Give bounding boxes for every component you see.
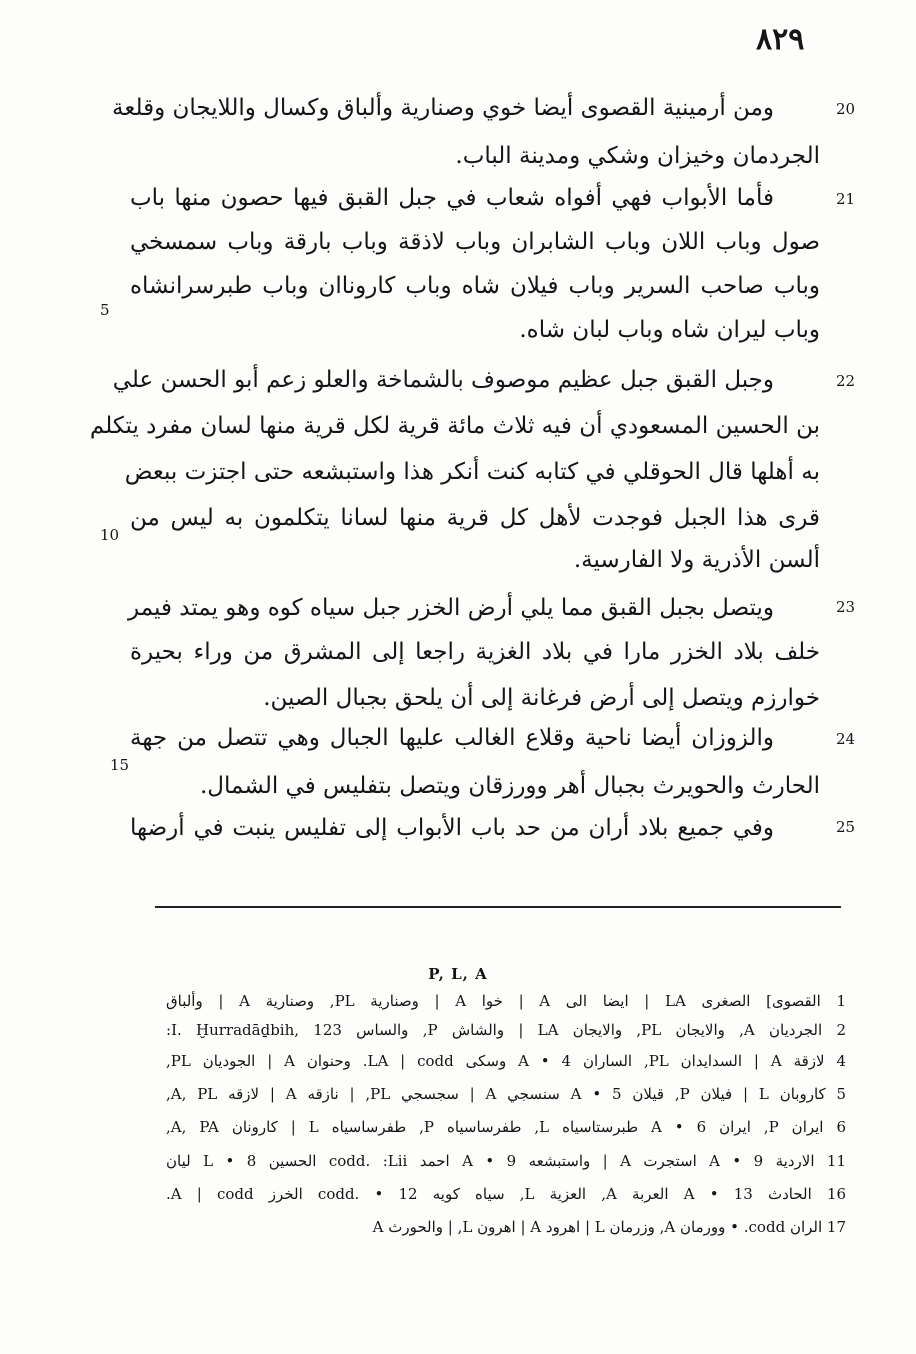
text-line: الجردمان وخيزان وشكي ومدينة الباب.: [455, 143, 820, 169]
apparatus-line: 11 الاردية A • 9 استجرت A | واستبشعه A • 9 احمد codd. :Lii الحسين L • 8 ليان: [166, 1152, 846, 1170]
paragraph-number: 25: [836, 818, 856, 836]
apparatus-line: 17 الران codd. • وورمان A, وزرمان L | اهرود A | اهرون L, | والحورث A: [372, 1218, 846, 1236]
margin-line-number: 15: [110, 756, 130, 774]
page-number: ٨٢٩: [756, 22, 805, 57]
apparatus-line: 5 كاروبان L | فيلان P, قيلان A • 5 سنسجي A | سجسجي PL, | نازقه A | لازقه A, PL,: [166, 1085, 847, 1103]
text-line: وباب صاحب السرير وباب فيلان شاه وباب كاروناان وباب طبرسرانشاه: [130, 273, 820, 299]
text-line: وجبل القبق جبل عظيم موصوف بالشماخة والعلو زعم أبو الحسن علي: [112, 367, 774, 393]
text-line: بن الحسين المسعودي أن فيه ثلاث مائة قرية لكل قرية منها لسان مفرد يتكلم: [89, 413, 820, 439]
footnote-separator: [155, 906, 841, 908]
text-line: الحارث والحويرث بجبال أهر وورزقان ويتصل بتفليس في الشمال.: [200, 773, 820, 799]
text-line: فأما الأبواب فهي أفواه شعاب في جبل القبق فيها حصون منها باب: [130, 185, 774, 211]
text-line: به أهلها قال الحوقلي في كتابه كنت أنكر هذا واستبشعه حتى اجتزت ببعض: [124, 459, 820, 485]
apparatus-line: 4 لازقة A | السدايدان PL, الساران A • 4 وسكى LA | codd. وحنوان A | الجوديان PL,: [166, 1052, 847, 1070]
paragraph-number: 20: [836, 100, 856, 118]
text-line: وباب ليران شاه وباب لبان شاه.: [519, 317, 820, 343]
paragraph-number: 21: [836, 190, 856, 208]
apparatus-line: 2 الجرديان A, والايجان PL, والايجان LA | والشاش P, والساس I. Ḫurradāḏbih, 123:: [166, 1021, 846, 1039]
margin-line-number: 5: [100, 301, 110, 319]
text-line: قرى هذا الجبل فوجدت لأهل كل قرية منها لسانا يتكلمون به ليس من: [130, 505, 820, 531]
paragraph-number: 23: [836, 598, 856, 616]
text-line: ومن أرمينية القصوى أيضا خوي وصنارية وألباق وكسال واللايجان وقلعة: [112, 95, 774, 121]
paragraph-number: 24: [836, 730, 856, 748]
text-line: وفي جميع بلاد أران من حد باب الأبواب إلى تفليس ينبت في أرضها: [130, 815, 774, 841]
text-line: خلف بلاد الخزر مارا في بلاد الغزية راجعا إلى المشرق من وراء بحيرة: [130, 639, 820, 665]
apparatus-line: 6 ايران P, ايران A • 6 طبرستاسياه L, طفرساسياه P, طفرساسياه L | كارونان A, PA,: [166, 1118, 846, 1136]
text-line: صول وباب اللان وباب الشابران وباب لاذقة وباب بارقة وباب سمسخي: [130, 229, 820, 255]
text-line: ويتصل بجبل القبق مما يلي أرض الخزر جبل سياه كوه وهو يمتد فيمر: [128, 595, 774, 621]
text-line: خوارزم ويتصل إلى أرض فرغانة إلى أن يلحق بجبال الصين.: [263, 685, 820, 711]
text-line: ألسن الأذرية ولا الفارسية.: [573, 547, 820, 573]
text-line: والزوزان أيضا ناحية وقلاع الغالب عليها الجبال وهي تتصل من جهة: [130, 725, 774, 751]
margin-line-number: 10: [100, 526, 120, 544]
apparatus-line: 16 الحادث A • 13 العربة A, العزية L, سياه كويه codd. • 12 الخرز A | codd.: [166, 1185, 847, 1203]
apparatus-sigla: P, L, A: [428, 965, 488, 983]
paragraph-number: 22: [836, 372, 856, 390]
apparatus-line: 1 القصوى] الصغرى LA | ايضا الى A | خوا A | وصنارية PL, وصنارية A | وألباق: [166, 992, 846, 1010]
